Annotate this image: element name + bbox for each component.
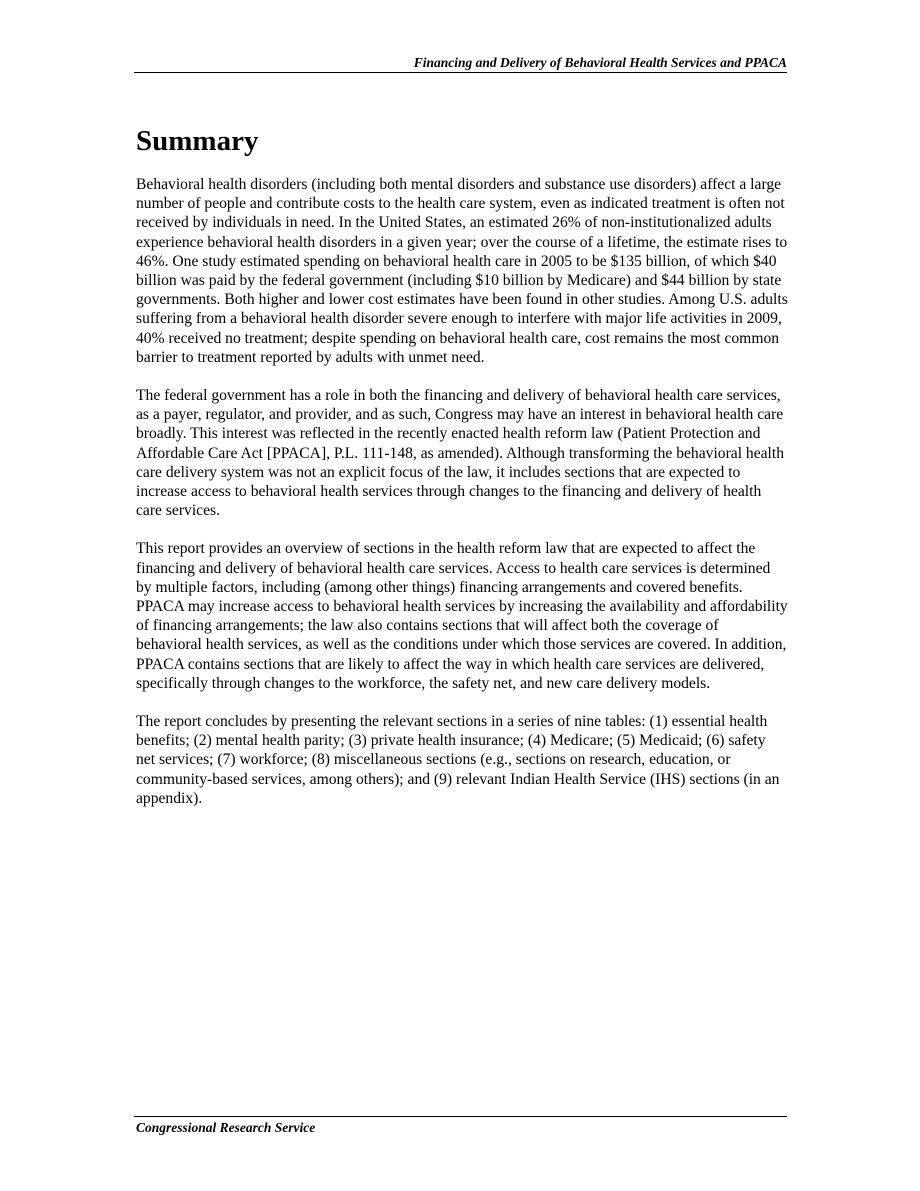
summary-paragraph-2: The federal government has a role in both the financing and delivery of behavioral health care services, as a payer, regulator, and provider, and as such, Congress may have an interest in behavioral health care broadly. This interest was reflected in the recently enacted health reform law (Patient Protection and Affordable Care Act [PPACA], P.L. 111-148, as amended). Although transforming the behavioral health care delivery system was not an explicit focus of the law, it includes sections that are expected to increase access to behavioral health services through changes to the financing and delivery of health care services. (136, 387, 785, 520)
page-title: Summary (136, 125, 259, 157)
footer-divider (134, 1116, 787, 1117)
summary-paragraph-1: Behavioral health disorders (including both mental disorders and substance use disorders) affect a large number of people and contribute costs to the health care system, even as indicated treatment is often not received by individuals in need. In the United States, an estimated 26% of non-institutionalized adults experience behavioral health disorders in a given year; over the course of a lifetime, the estimate rises to 46%. One study estimated spending on behavioral health care in 2005 to be $135 billion, of which $40 billion was paid by the federal government (including $10 billion by Medicare) and $44 billion by state governments. Both higher and lower cost estimates have been found in other studies. Among U.S. adults suffering from a behavioral health disorder severe enough to interfere with major life activities in 2009, 40% received no treatment; despite spending on behavioral health care, cost remains the most common barrier to treatment reported by adults with unmet need. (136, 176, 788, 366)
summary-paragraph-3: This report provides an overview of sections in the health reform law that are expected to affect the financing and delivery of behavioral health care services. Access to health care services is determined by multiple factors, including (among other things) financing arrangements and covered benefits. PPACA may increase access to behavioral health services by increasing the availability and affordability of financing arrangements; the law also contains sections that will affect both the coverage of behavioral health services, as well as the conditions under which those services are covered. In addition, PPACA contains sections that are likely to affect the way in which health care services are delivered, specifically through changes to the workforce, the safety net, and new care delivery models. (136, 540, 788, 692)
summary-body (136, 175, 788, 827)
running-header: Financing and Delivery of Behavioral Health Services and PPACA (413, 55, 787, 70)
summary-paragraph-4: The report concludes by presenting the relevant sections in a series of nine tables: (1) essential health benefits; (2) mental health parity; (3) private health insurance; (4) Medicare; (5) Medicaid; (6) safety net services; (7) workforce; (8) miscellaneous sections (e.g., sections on research, education, or community-based services, among others); and (9) relevant Indian Health Service (IHS) sections (in an appendix). (136, 713, 780, 807)
header-divider (134, 72, 787, 73)
footer-organization: Congressional Research Service (136, 1120, 316, 1135)
